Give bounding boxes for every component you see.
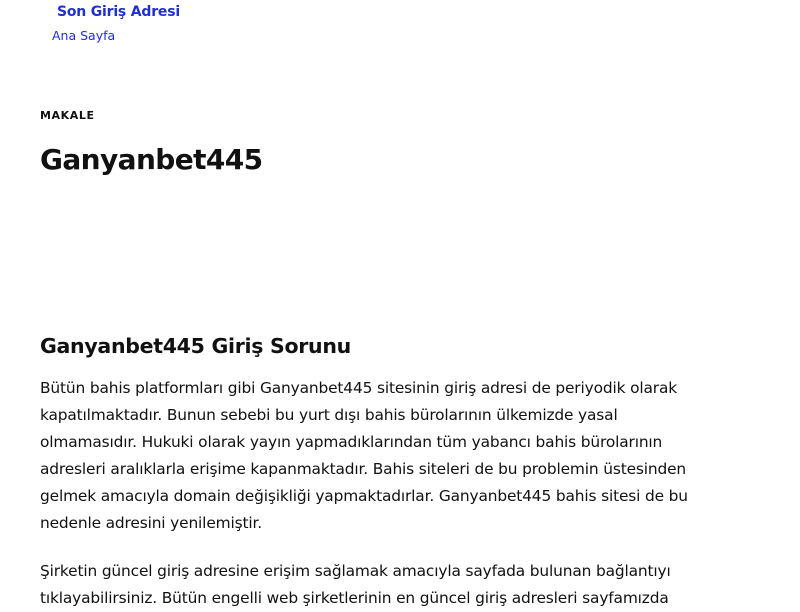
section-heading: Ganyanbet445 Giriş Sorunu	[40, 334, 351, 358]
article-paragraph: Şirketin güncel giriş adresine erişim sağlamak amacıyla sayfada bulunan bağlantıyı tıklayabilirsiniz. Bütün engelli web şirketlerinin en güncel giriş adresleri sayfamızda	[40, 562, 671, 607]
post-title: Ganyanbet445	[40, 143, 263, 176]
site-title-link[interactable]: Son Giriş Adresi	[57, 4, 180, 20]
article-paragraph: Bütün bahis platformları gibi Ganyanbet445 sitesinin giriş adresi de periyodik olarak kapatılmaktadır. Bunun sebebi bu yurt dışı bahis bürolarının ülkemizde yasal olmamasıdır. Hukuki olarak yayın yapmadıklarından tüm yabancı bahis bürolarının adresleri aralıklarla erişime kapanmaktadır. Bahis siteleri de bu problemin üstesinden gelmek amacıyla domain değişikliği yapmaktadırlar. Ganyanbet445 bahis sitesi de bu nedenle adresini yenilemiştir.	[40, 379, 688, 532]
nav-home-link[interactable]: Ana Sayfa	[52, 28, 116, 43]
post-category: MAKALE	[40, 109, 95, 122]
